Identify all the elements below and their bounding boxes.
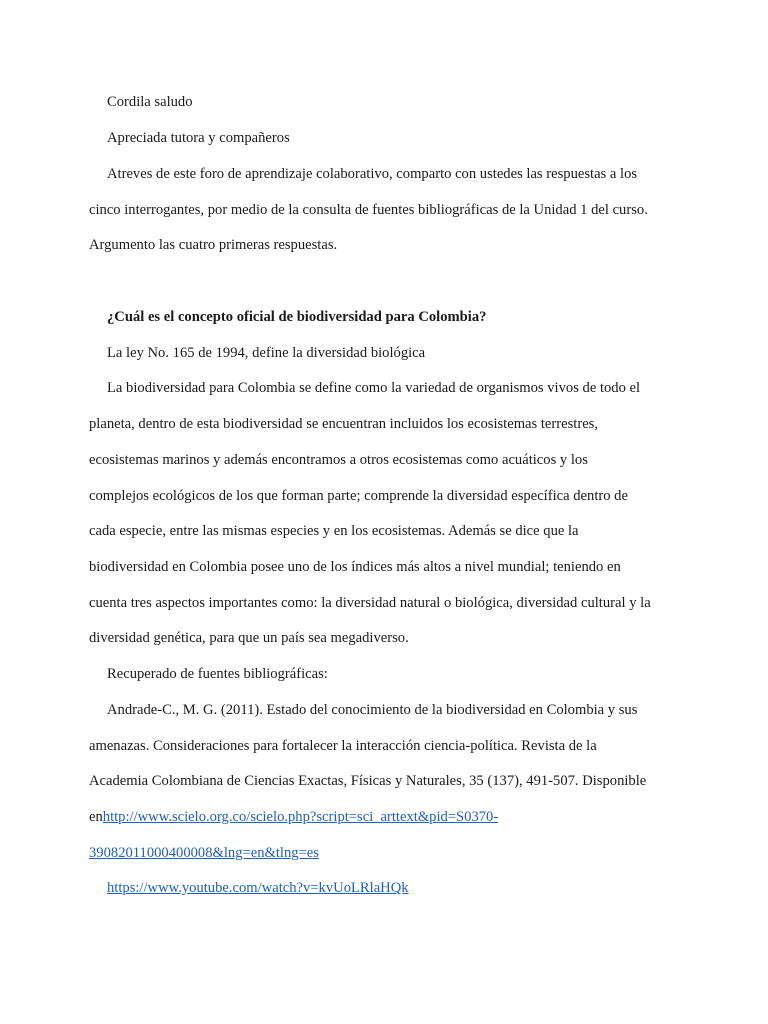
definition-line-6: biodiversidad en Colombia posee uno de los índices más altos a nivel mundial; teniendo en: [89, 559, 621, 575]
intro-line-2: cinco interrogantes, por medio de la consulta de fuentes bibliográficas de la Unidad 1 del curso.: [89, 202, 648, 218]
youtube-link[interactable]: https://www.youtube.com/watch?v=kvUoLRlaHQk: [107, 880, 409, 896]
scielo-link-continuation[interactable]: 39082011000400008&lng=en&tlng=es: [89, 845, 319, 861]
reference-line-4: [89, 808, 498, 826]
reference-link-prefix: en: [89, 809, 103, 825]
definition-line-7: cuenta tres aspectos importantes como: la diversidad natural o biológica, diversidad cultural y la: [89, 595, 651, 611]
intro-line-3: Argumento las cuatro primeras respuestas.: [89, 237, 338, 253]
law-line: La ley No. 165 de 1994, define la diversidad biológica: [107, 345, 426, 361]
reference-line-1: Andrade-C., M. G. (2011). Estado del conocimiento de la biodiversidad en Colombia y sus: [107, 702, 638, 718]
reference-line-2: amenazas. Consideraciones para fortalecer la interacción ciencia-política. Revista de la: [89, 738, 597, 754]
definition-line-4: complejos ecológicos de los que forman parte; comprende la diversidad específica dentro de: [89, 488, 628, 504]
scielo-link[interactable]: http://www.scielo.org.co/scielo.php?script=sci_arttext&pid=S0370-: [102, 809, 499, 825]
intro-line-1: Atreves de este foro de aprendizaje colaborativo, comparto con ustedes las respuestas a los: [107, 166, 638, 182]
definition-line-2: planeta, dentro de esta biodiversidad se encuentran incluidos los ecosistemas terrestres,: [89, 416, 598, 432]
definition-line-5: cada especie, entre las mismas especies y en los ecosistemas. Además se dice que la: [89, 523, 579, 539]
definition-line-1: La biodiversidad para Colombia se define como la variedad de organismos vivos de todo el: [107, 380, 641, 396]
salutation-line: Apreciada tutora y compañeros: [107, 130, 290, 146]
reference-line-5: [89, 844, 319, 862]
youtube-link-line: [107, 879, 409, 897]
sources-label: Recuperado de fuentes bibliográficas:: [107, 666, 328, 682]
reference-line-3: Academia Colombiana de Ciencias Exactas, Físicas y Naturales, 35 (137), 491-507. Disponible: [89, 773, 647, 789]
greeting-line: Cordila saludo: [107, 94, 193, 110]
definition-line-8: diversidad genética, para que un país sea megadiverso.: [89, 630, 409, 646]
definition-line-3: ecosistemas marinos y además encontramos a otros ecosistemas como acuáticos y los: [89, 452, 588, 468]
question-heading: ¿Cuál es el concepto oficial de biodiversidad para Colombia?: [107, 309, 487, 325]
